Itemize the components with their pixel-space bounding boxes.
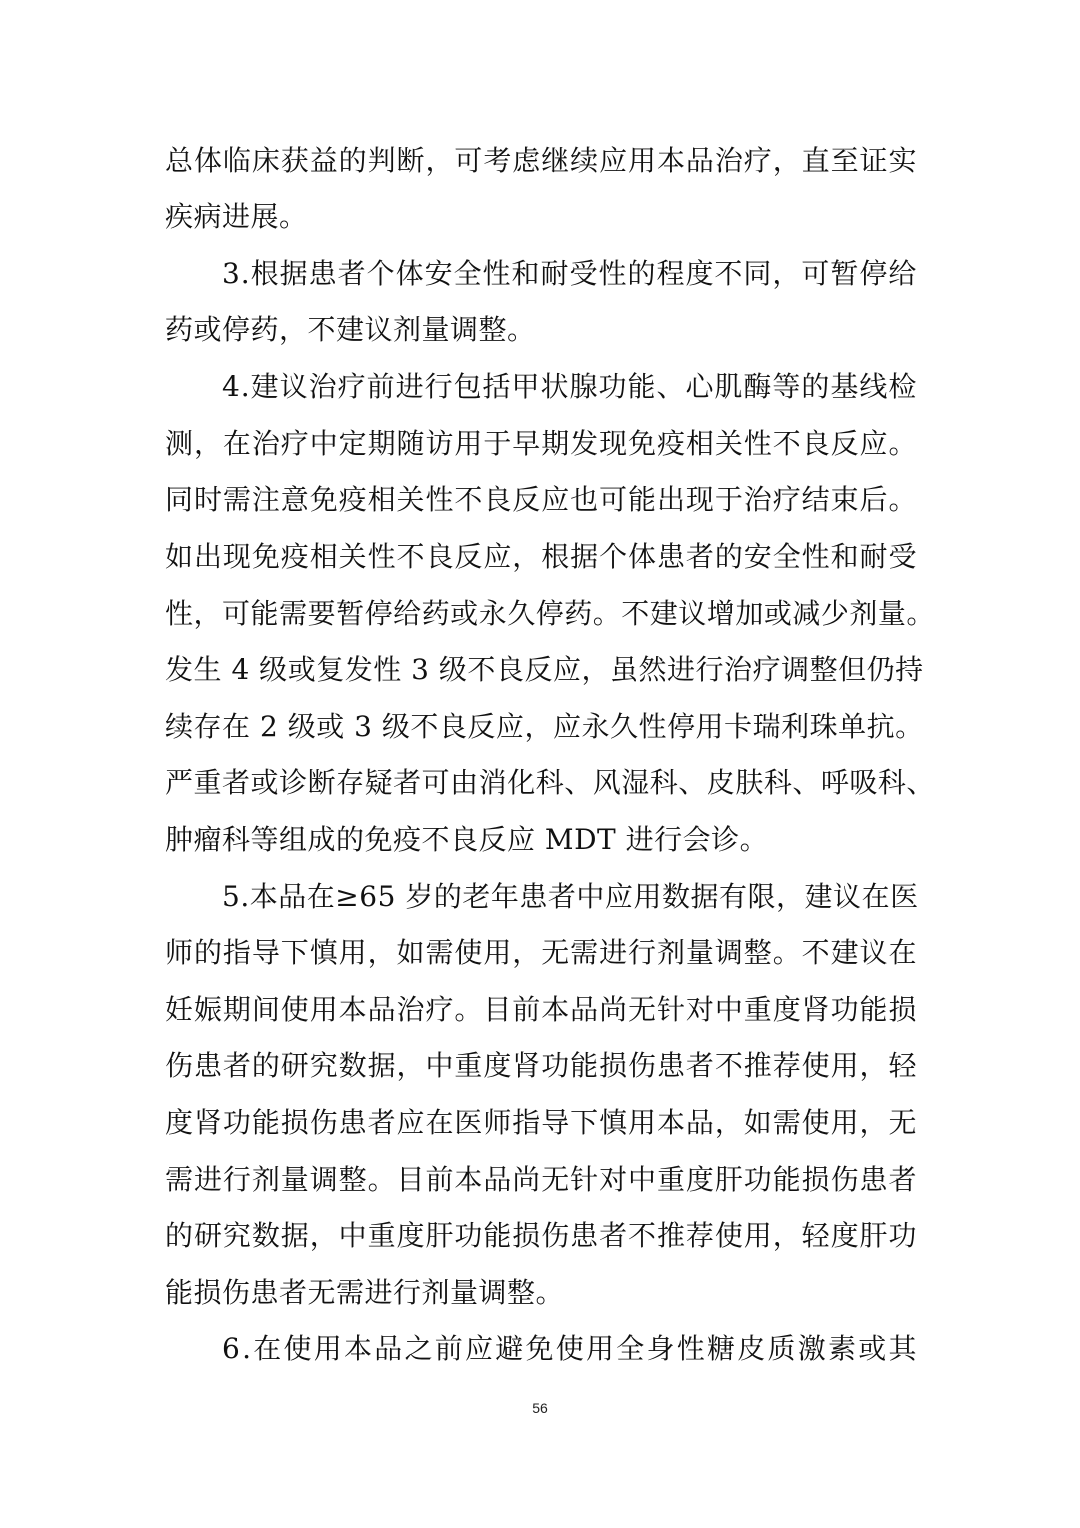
body-text-line: 总 体 临 床 获 益 的 判 断 ， 可 考 虑 继 续 应 用 本 品 治 疗 ， 直 至 证 实 — [165, 144, 917, 177]
body-text-line: 度 肾 功 能 损 伤 患 者 应 在 医 师 指 导 下 慎 用 本 品 ， 如 需 使 用 ， 无 — [165, 1106, 917, 1139]
body-text-line: 药或停药，不建议剂量调整。 — [165, 313, 536, 346]
body-text-line: 的 研 究 数 据 ， 中 重 度 肝 功 能 损 伤 患 者 不 推 荐 使 用 ， 轻 度 肝 功 — [165, 1219, 917, 1252]
body-text-line: 3 . 根 据 患 者 个 体 安 全 性 和 耐 受 性 的 程 度 不 同 ， 可 暂 停 给 — [222, 257, 917, 290]
body-text-line: 6 . 在 使 用 本 品 之 前 应 避 免 使 用 全 身 性 糖 皮 质 激 素 或 其 — [222, 1332, 917, 1365]
body-text-line: 师 的 指 导 下 慎 用 ， 如 需 使 用 ， 无 需 进 行 剂 量 调 整 。 不 建 议 在 — [165, 936, 917, 969]
body-text-line: 测 ， 在 治 疗 中 定 期 随 访 用 于 早 期 发 现 免 疫 相 关 性 不 良 反 应 。 — [165, 427, 917, 460]
body-text-line: 肿瘤科等组成的免疫不良反应 MDT 进行会诊。 — [165, 823, 769, 856]
body-text-line: 5 . 本 品 在 ≥ 6 5 岁 的 老 年 患 者 中 应 用 数 据 有 限 ， 建 议 在 医 — [222, 880, 919, 913]
body-text-line: 能损伤患者无需进行剂量调整。 — [165, 1276, 565, 1309]
body-text-line: 性 ， 可 能 需 要 暂 停 给 药 或 永 久 停 药 。 不 建 议 增 加 或 减 少 剂 量 。 — [165, 597, 935, 630]
body-text-line: 同 时 需 注 意 免 疫 相 关 性 不 良 反 应 也 可 能 出 现 于 治 疗 结 束 后 。 — [165, 483, 917, 516]
body-text-line: 严 重 者 或 诊 断 存 疑 者 可 由 消 化 科 、 风 湿 科 、 皮 肤 科 、 呼 吸 科 、 — [165, 766, 935, 799]
body-text-line: 4 . 建 议 治 疗 前 进 行 包 括 甲 状 腺 功 能 、 心 肌 酶 等 的 基 线 检 — [222, 370, 917, 403]
body-text-line: 续 存 在 2 级 或 3 级 不 良 反 应 ， 应 永 久 性 停 用 卡 瑞 利 珠 单 抗 。 — [165, 710, 924, 743]
page-number: 56 — [532, 1400, 548, 1416]
body-text-line: 如 出 现 免 疫 相 关 性 不 良 反 应 ， 根 据 个 体 患 者 的 安 全 性 和 耐 受 — [165, 540, 917, 573]
body-text-line: 伤 患 者 的 研 究 数 据 ， 中 重 度 肾 功 能 损 伤 患 者 不 推 荐 使 用 ， 轻 — [165, 1049, 917, 1082]
body-text-line: 疾病进展。 — [165, 200, 308, 233]
body-text-line: 发 生 4 级 或 复 发 性 3 级 不 良 反 应 ， 虽 然 进 行 治 疗 调 整 但 仍 持 — [165, 653, 924, 686]
body-text-line: 妊 娠 期 间 使 用 本 品 治 疗 。 目 前 本 品 尚 无 针 对 中 重 度 肾 功 能 损 — [165, 993, 917, 1026]
body-text-line: 需 进 行 剂 量 调 整 。 目 前 本 品 尚 无 针 对 中 重 度 肝 功 能 损 伤 患 者 — [165, 1163, 917, 1196]
